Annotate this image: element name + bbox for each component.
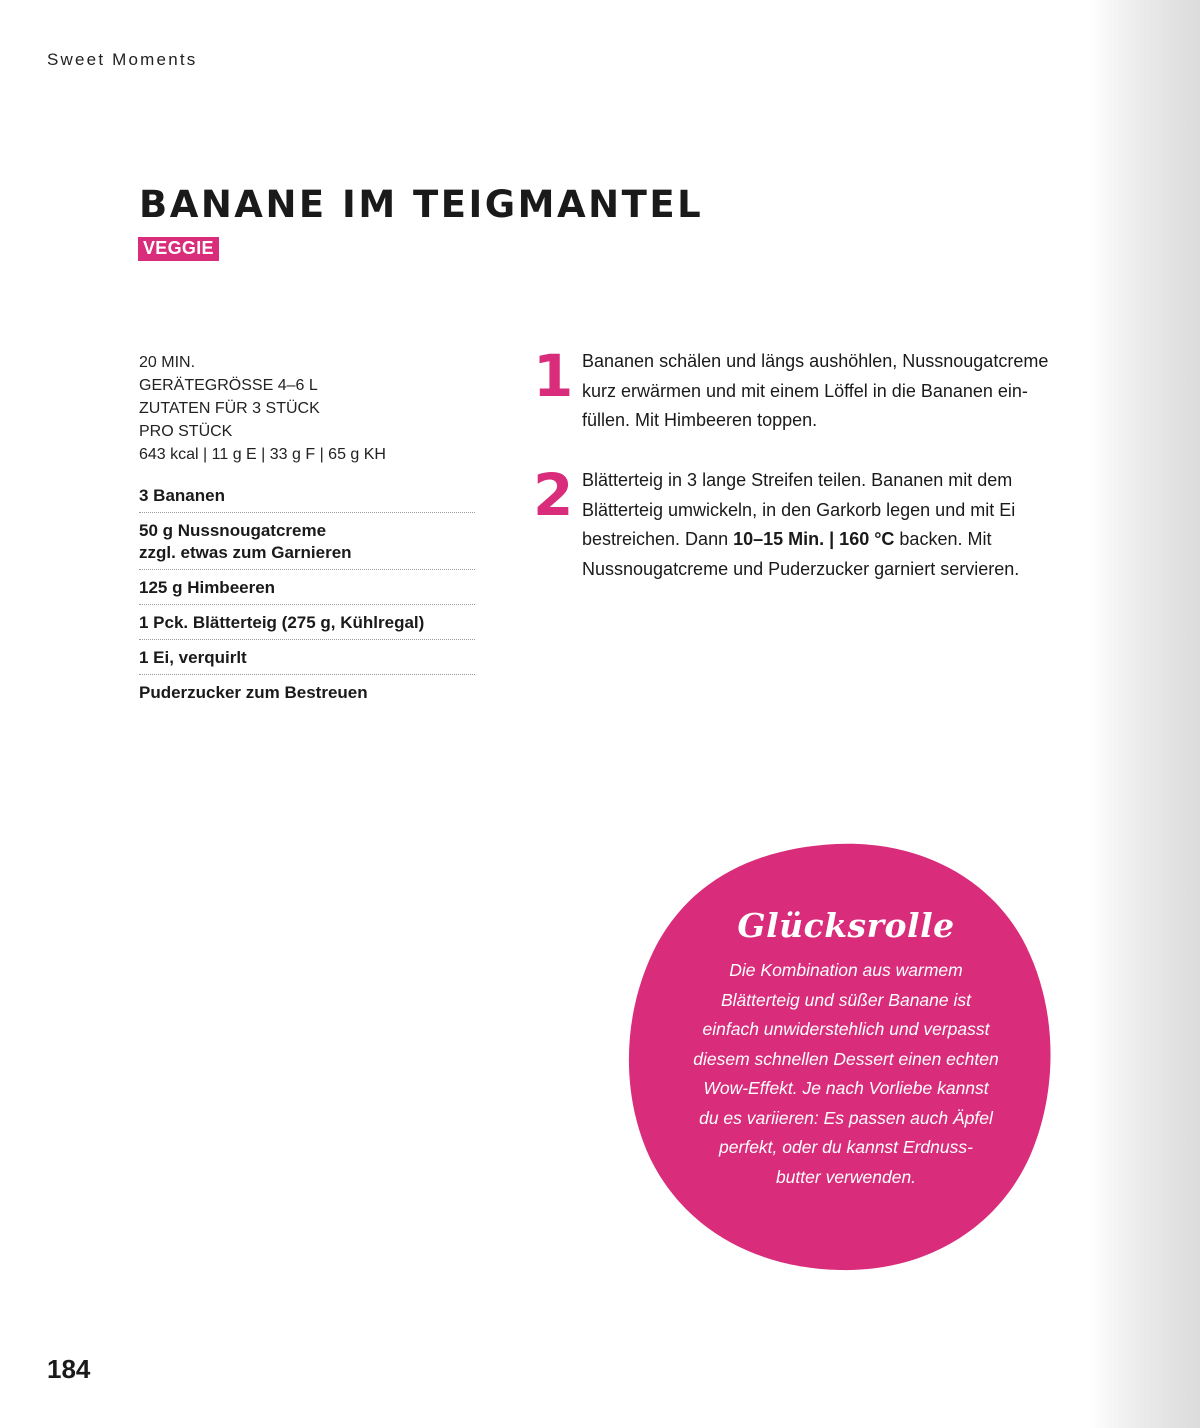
yield: ZUTATEN FÜR 3 STÜCK [139, 400, 320, 417]
step-text [582, 466, 1112, 584]
ingredient-text: 125 g Himbeeren [139, 578, 276, 597]
page-gutter-shadow [1090, 0, 1200, 1428]
ingredient-text: 1 Pck. Blätterteig (275 g, Kühlregal) [139, 613, 425, 632]
prep-time: 20 MIN. [139, 354, 196, 371]
step-text [582, 347, 1112, 436]
ingredient-item [139, 484, 475, 513]
step-line: Blätterteig umwickeln, in den Garkorb legen und mit Ei [582, 499, 1016, 520]
step-line: kurz erwärmen und mit einem Löffel in die Bananen ein- [582, 380, 1028, 401]
ingredient-text: Puderzucker zum Bestreuen [139, 683, 368, 702]
tip-line: butter verwenden. [775, 1166, 917, 1187]
device-size: GERÄTEGRÖSSE 4–6 L [139, 377, 318, 394]
ingredient-item [139, 611, 475, 640]
tip-heading: Glücksrolle [737, 906, 955, 945]
tip-box [646, 906, 1046, 1192]
step-line: Nussnougatcreme und Puderzucker garniert servieren. [582, 558, 1020, 579]
tip-line: Wow-Effekt. Je nach Vorliebe kannst [703, 1078, 989, 1098]
recipe-meta [139, 351, 386, 466]
step-line: Blätterteig in 3 lange Streifen teilen. Bananen mit dem [582, 470, 1013, 490]
tip-line: Blätterteig und süßer Banane ist [720, 989, 971, 1010]
ingredient-text: 3 Bananen [139, 486, 225, 505]
step-line [582, 525, 1112, 555]
ingredient-item [139, 681, 475, 709]
tip-body [646, 956, 1046, 1192]
ingredient-list [139, 484, 475, 715]
page-number: 184 [47, 1354, 91, 1384]
ingredient-text: 1 Ei, verquirlt [139, 648, 247, 667]
ingredient-item [139, 646, 475, 675]
step-line: füllen. Mit Himbeeren toppen. [582, 410, 818, 430]
step-number: 2 [533, 461, 574, 529]
tip-line: Die Kombination aus warmem [729, 960, 963, 980]
running-head: Sweet Moments [47, 50, 198, 69]
step-text-segment: backen. Mit [894, 529, 992, 549]
veggie-tag: VEGGIE [138, 237, 219, 261]
tip-line: einfach unwiderstehlich und verpasst [702, 1019, 990, 1039]
ingredient-text: 50 g Nussnougatcreme [139, 521, 327, 540]
nutrition-info: 643 kcal | 11 g E | 33 g F | 65 g KH [139, 446, 386, 463]
ingredient-item [139, 519, 475, 570]
recipe-title: BANANE IM TEIGMANTEL [139, 183, 704, 226]
step-text-segment: bestreichen. Dann [582, 529, 734, 549]
cooking-time-temperature: 10–15 Min. | 160 °C [733, 529, 895, 549]
per-piece-label: PRO STÜCK [139, 423, 233, 440]
tip-line: diesem schnellen Dessert einen echten [693, 1048, 999, 1069]
step-number: 1 [533, 342, 574, 410]
tip-line: du es variieren: Es passen auch Äpfel [699, 1107, 993, 1128]
ingredient-note: zzgl. etwas zum Garnieren [139, 543, 352, 562]
tip-line: perfekt, oder du kannst Erdnuss- [719, 1137, 973, 1157]
step-line: Bananen schälen und längs aushöhlen, Nussnougatcreme [582, 351, 1049, 371]
ingredient-item [139, 576, 475, 605]
